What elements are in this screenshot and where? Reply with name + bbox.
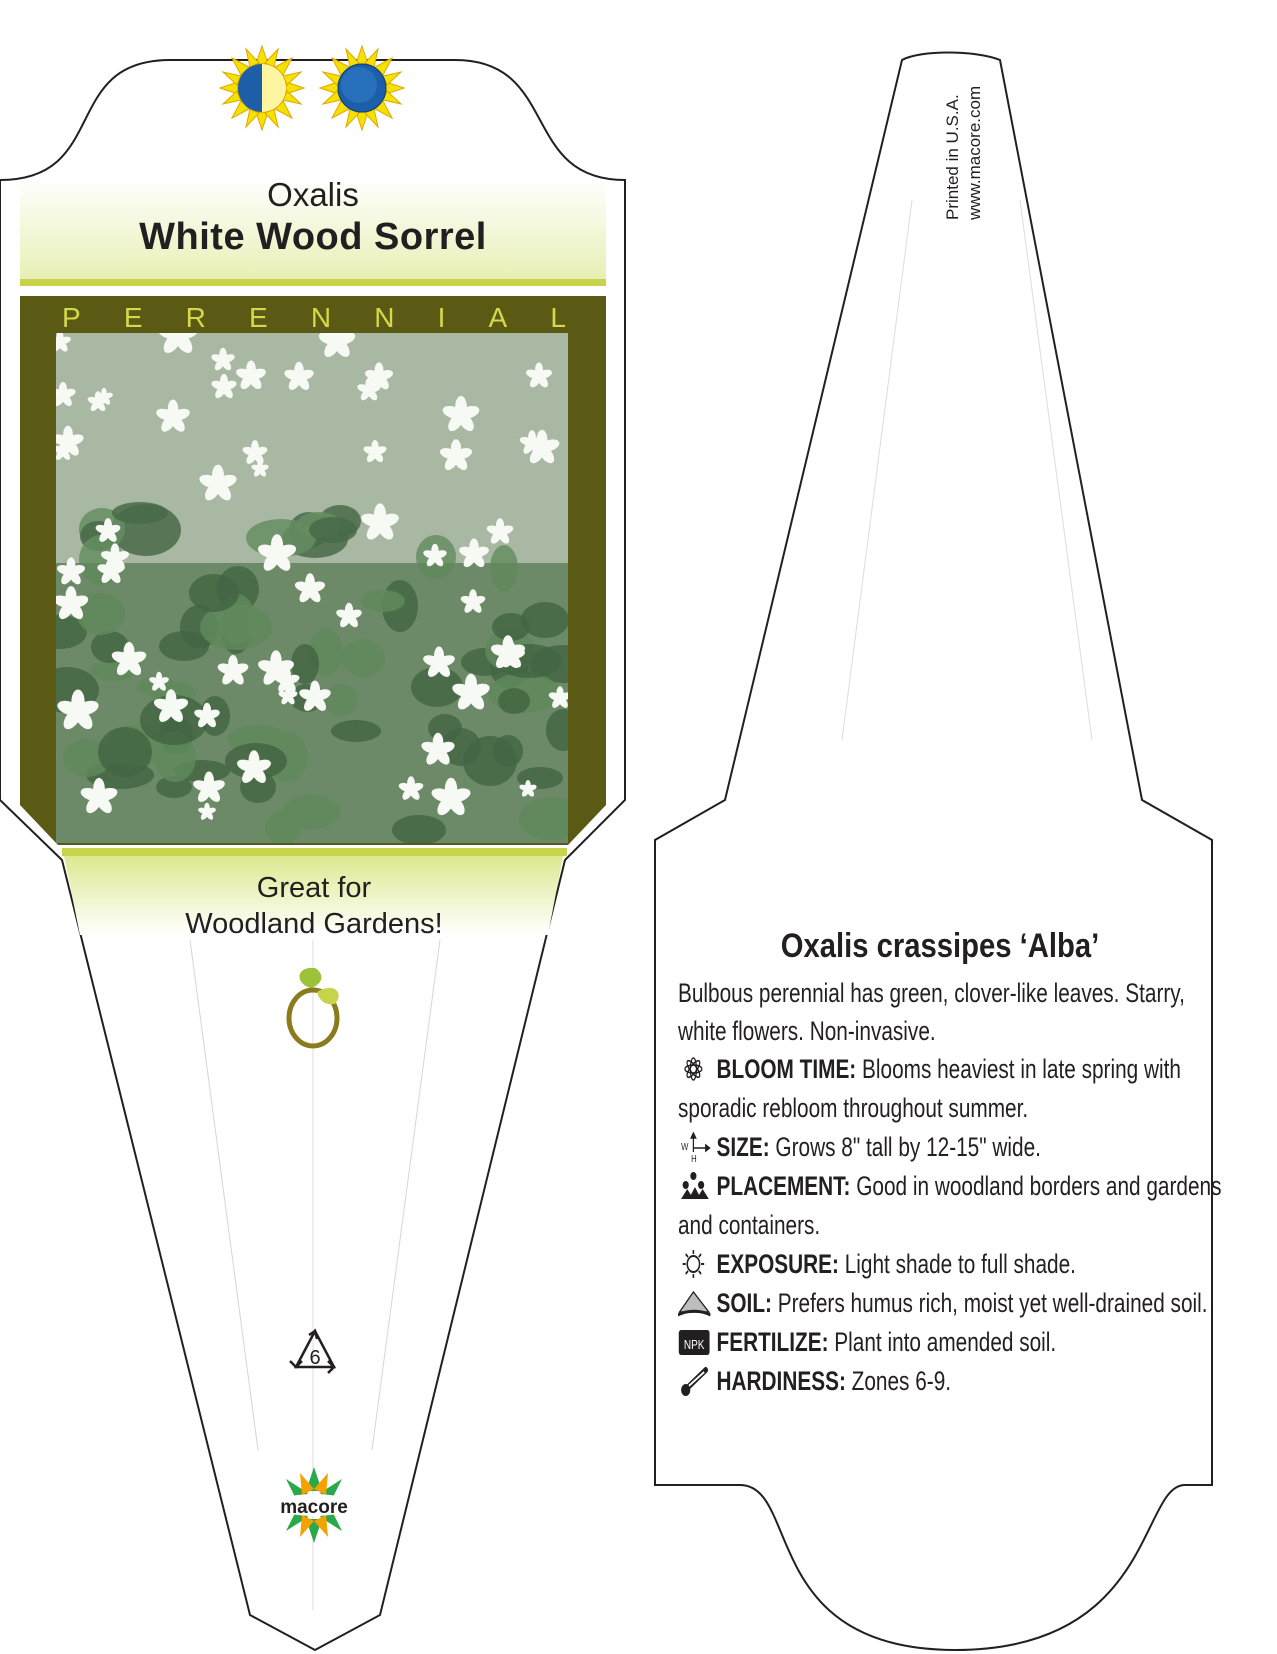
care-label: BLOOM TIME: — [716, 1054, 857, 1084]
care-text: Zones 6-9. — [845, 1366, 952, 1396]
category-letter: L — [550, 302, 566, 333]
care-row-fertilize — [678, 1323, 1232, 1362]
front-tag — [0, 60, 625, 1650]
common-name: Oxalis — [267, 176, 359, 213]
botanical-name: Oxalis crassipes ‘Alba’ — [780, 927, 1100, 965]
thermometer-icon — [678, 1366, 712, 1396]
plant-photo — [56, 333, 568, 843]
printed-note — [942, 50, 1002, 220]
care-row-size — [678, 1128, 1232, 1167]
category-letter: A — [488, 302, 508, 333]
category-label — [22, 300, 606, 336]
care-label: EXPOSURE: — [716, 1249, 839, 1279]
care-text: Plant into amended soil. — [828, 1327, 1057, 1357]
recycle-number: 6 — [309, 1347, 321, 1369]
full-shade-sun-icon — [320, 46, 404, 130]
svg-text:H: H — [691, 1153, 697, 1162]
brand-name: macore — [280, 1497, 348, 1518]
part-shade-sun-icon — [220, 46, 304, 130]
category-letter: R — [185, 302, 206, 333]
macore-logo — [268, 1465, 360, 1545]
back-tag — [655, 53, 1212, 1651]
recycle-6-icon — [284, 1327, 346, 1385]
printed-note-line-2: www.macore.com — [965, 85, 984, 220]
care-label: PLACEMENT: — [716, 1171, 851, 1201]
care-row-bloom-time — [678, 1050, 1232, 1128]
placement-plants-icon — [678, 1171, 712, 1201]
category-letter: N — [310, 302, 332, 333]
category-letter: P — [62, 302, 81, 333]
care-label: SOIL: — [716, 1288, 772, 1318]
category-letter: E — [249, 302, 268, 333]
care-label: SIZE: — [716, 1132, 770, 1162]
plant-description: Bulbous perennial has green, clover-like leaves. Starry, white flowers. Non-invasive. — [678, 978, 1185, 1046]
svg-text:W: W — [681, 1141, 689, 1153]
category-letter: E — [123, 302, 143, 333]
svg-text:NPK: NPK — [683, 1337, 705, 1353]
care-text: Blooms heaviest in late spring with sporadic rebloom throughout summer. — [678, 1054, 1181, 1123]
care-row-hardiness — [678, 1362, 1232, 1401]
care-label: HARDINESS: — [716, 1366, 846, 1396]
tagline — [64, 870, 564, 942]
printed-note-line-1: Printed in U.S.A. — [943, 94, 962, 220]
care-label: FERTILIZE: — [716, 1327, 829, 1357]
care-list — [678, 1050, 1232, 1401]
tagline-line-1: Great for — [256, 872, 372, 904]
care-text: Good in woodland borders and gardens and containers. — [678, 1171, 1222, 1240]
care-row-placement — [678, 1167, 1232, 1245]
care-row-soil — [678, 1284, 1232, 1323]
category-letter: I — [437, 302, 446, 333]
sun-outline-icon — [678, 1249, 712, 1279]
care-text: Light shade to full shade. — [838, 1249, 1076, 1279]
flower-icon — [678, 1054, 712, 1084]
care-text: Prefers humus rich, moist yet well-drained soil. — [771, 1288, 1208, 1318]
care-row-exposure — [678, 1245, 1232, 1284]
soil-pile-icon — [678, 1288, 712, 1318]
category-letter: N — [374, 302, 395, 333]
tagline-line-2: Woodland Gardens! — [185, 908, 443, 940]
npk-icon — [678, 1327, 712, 1357]
variety-name: White Wood Sorrel — [139, 216, 487, 258]
care-text: Grows 8" tall by 12-15" wide. — [769, 1132, 1041, 1162]
size-arrows-icon — [678, 1132, 712, 1162]
